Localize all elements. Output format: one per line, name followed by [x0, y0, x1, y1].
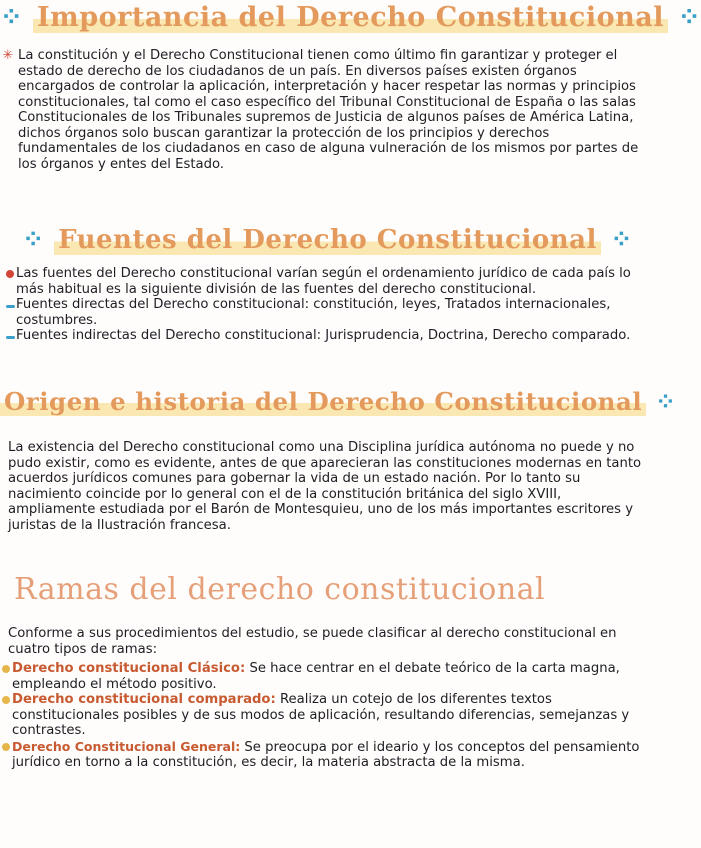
list-item — [0, 692, 645, 739]
sparkle-icon: ⁘ — [610, 225, 633, 255]
fuentes-title — [0, 222, 655, 258]
dash-icon — [6, 305, 15, 308]
list-item — [4, 266, 645, 297]
importancia-paragraph: La constitución y el Derecho Constitucional tienen como último fin garantizar y proteger el estado de derecho de los ciudadanos de un país. En diversos países existen órganos encargados de controlar la aplicación, interpretación y hacer respetar las normas y principios constitucionales, tal como el caso específico del Tribunal Constitucional de España o las salas Constitucionales de los Tribunales supremos de Justicia de algunos países de América Latina, dichos órganos solo buscan garantizar la protección de los principios y derechos fundamentales de los ciudadanos en caso de alguna vulneración de los mismos por partes de los órganos y entes del Estado. — [18, 48, 639, 172]
section-importancia — [0, 0, 701, 172]
rama-text: Realiza un cotejo de los diferentes textos constitucionales posibles y de sus modos de aplicación, resultando diferencias, semejanzas y contrastes. — [12, 692, 630, 738]
sparkle-icon: ⁘ — [22, 225, 45, 255]
ramas-title-text: Ramas del derecho constitucional — [14, 572, 546, 607]
origen-title-text: Origen e historia del Derecho Constitucional — [0, 387, 646, 416]
fuentes-list — [0, 266, 655, 344]
fuentes-item: Fuentes directas del Derecho constitucional: constitución, leyes, Tratados internacionales, costumbres. — [16, 297, 611, 328]
list-item — [0, 661, 645, 692]
rama-text: Se preocupa por el ideario y los conceptos del pensamiento jurídico en torno a la constitución, es decir, la materia abstracta de la misma. — [12, 739, 640, 770]
bullet-icon — [2, 743, 10, 751]
fuentes-title-text: Fuentes del Derecho Constitucional — [54, 225, 601, 255]
section-origen — [0, 384, 677, 533]
importancia-title-text: Importancia del Derecho Constitucional — [33, 2, 668, 33]
section-fuentes — [0, 222, 655, 344]
importancia-row — [2, 48, 655, 172]
sparkle-icon: ⁘ — [0, 2, 24, 33]
ramas-title — [0, 568, 655, 612]
list-item — [4, 297, 645, 328]
asterisk-icon: ✳ — [2, 48, 14, 63]
importancia-title — [0, 0, 701, 36]
origen-paragraph: La existencia del Derecho constitucional como una Disciplina jurídica autónoma no puede y no pudo existir, como es evidente, antes de que aparecieran las constituciones modernas en tanto acuerdos jurídicos comunes para gobernar la vida de un estado nación. Por lo tanto su nacimiento coincide por lo general con el de la constitución británica del siglo XVIII, ampliamente estudiada por el Barón de Montesquieu, uno de los más importantes escritores y juristas de la Ilustración francesa. — [8, 440, 642, 533]
fuentes-item: Las fuentes del Derecho constitucional varían según el ordenamiento jurídico de cada país lo más habitual es la siguiente división de las fuentes del derecho constitucional. — [16, 266, 631, 297]
ramas-list — [0, 661, 655, 771]
bullet-icon — [2, 696, 10, 704]
section-ramas — [0, 568, 655, 771]
list-item — [0, 739, 645, 771]
dash-icon — [6, 336, 15, 339]
fuentes-item: Fuentes indirectas del Derecho constitucional: Jurisprudencia, Doctrina, Derecho comparado. — [16, 328, 631, 343]
rama-label: Derecho Constitucional General: — [12, 738, 241, 754]
list-item — [4, 328, 645, 344]
origen-title — [0, 384, 677, 420]
sparkle-icon: ⁘ — [677, 2, 701, 33]
sparkle-icon: ⁘ — [655, 387, 677, 416]
bullet-icon — [2, 665, 10, 673]
rama-label: Derecho constitucional comparado: — [12, 692, 276, 707]
ramas-intro: Conforme a sus procedimientos del estudio, se puede clasificar al derecho constitucional en cuatro tipos de ramas: — [8, 626, 617, 657]
rama-label: Derecho constitucional Clásico: — [12, 661, 246, 676]
bullet-icon — [6, 270, 14, 278]
rama-text: Se hace centrar en el debate teórico de la carta magna, empleando el método positivo. — [12, 661, 620, 692]
